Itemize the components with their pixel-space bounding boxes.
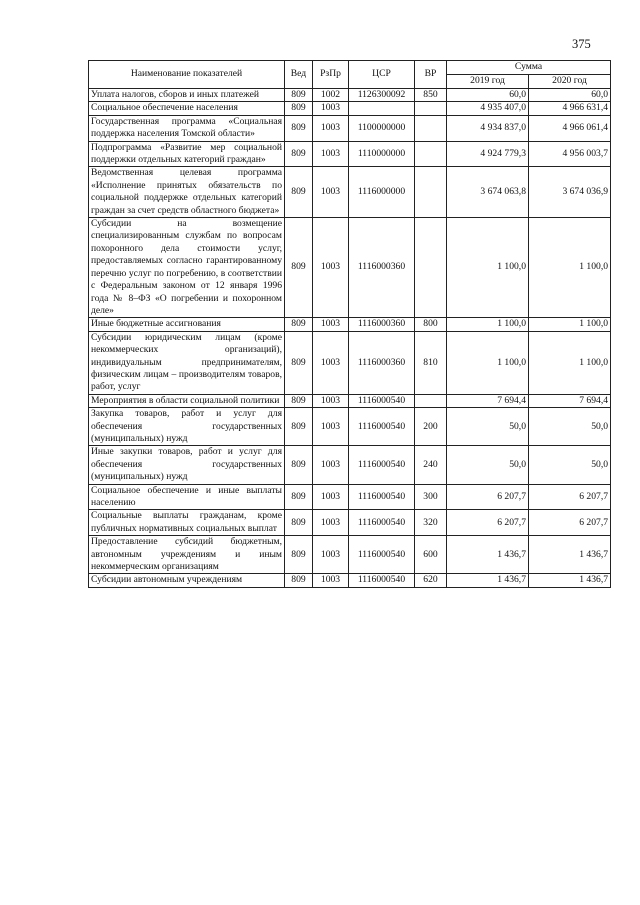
- cell-ved: 809: [285, 167, 313, 218]
- cell-ved: 809: [285, 510, 313, 536]
- cell-sum-2019: 4 934 837,0: [447, 115, 529, 141]
- cell-rzpr: 1002: [313, 89, 349, 102]
- page-number: 375: [572, 37, 591, 51]
- cell-vr: 810: [415, 331, 447, 394]
- cell-sum-2020: 1 436,7: [529, 574, 611, 587]
- cell-ved: 809: [285, 318, 313, 331]
- cell-ved: 809: [285, 446, 313, 484]
- header-sum: Сумма: [447, 61, 611, 75]
- cell-rzpr: 1003: [313, 331, 349, 394]
- cell-rzpr: 1003: [313, 394, 349, 407]
- cell-ved: 809: [285, 102, 313, 115]
- cell-ved: 809: [285, 115, 313, 141]
- cell-vr: 800: [415, 318, 447, 331]
- cell-sum-2019: 50,0: [447, 408, 529, 446]
- cell-sum-2020: 1 100,0: [529, 318, 611, 331]
- table-row: [89, 115, 611, 141]
- cell-sum-2020: 4 956 003,7: [529, 141, 611, 167]
- cell-sum-2020: 50,0: [529, 408, 611, 446]
- cell-rzpr: 1003: [313, 536, 349, 574]
- table-row: [89, 102, 611, 115]
- cell-rzpr: 1003: [313, 408, 349, 446]
- cell-csr: 1116000540: [349, 408, 415, 446]
- cell-sum-2019: 1 100,0: [447, 218, 529, 318]
- cell-vr: 240: [415, 446, 447, 484]
- header-year-2020: 2020 год: [529, 75, 611, 89]
- cell-csr: 1116000540: [349, 484, 415, 510]
- table-row: [89, 510, 611, 536]
- cell-vr: [415, 141, 447, 167]
- cell-rzpr: 1003: [313, 574, 349, 587]
- cell-vr: 300: [415, 484, 447, 510]
- header-row-top: [89, 61, 611, 75]
- cell-csr: 1116000360: [349, 331, 415, 394]
- cell-rzpr: 1003: [313, 446, 349, 484]
- cell-sum-2019: 4 924 779,3: [447, 141, 529, 167]
- table-row: [89, 318, 611, 331]
- cell-sum-2020: 1 436,7: [529, 536, 611, 574]
- cell-sum-2019: 7 694,4: [447, 394, 529, 407]
- cell-vr: [415, 167, 447, 218]
- cell-vr: 600: [415, 536, 447, 574]
- cell-vr: 320: [415, 510, 447, 536]
- cell-vr: 620: [415, 574, 447, 587]
- cell-ved: 809: [285, 331, 313, 394]
- table-row: [89, 394, 611, 407]
- cell-sum-2019: 60,0: [447, 89, 529, 102]
- cell-csr: 1116000540: [349, 574, 415, 587]
- cell-csr: 1116000540: [349, 536, 415, 574]
- cell-vr: [415, 115, 447, 141]
- cell-ved: 809: [285, 574, 313, 587]
- cell-rzpr: 1003: [313, 318, 349, 331]
- cell-ved: 809: [285, 141, 313, 167]
- cell-sum-2019: 3 674 063,8: [447, 167, 529, 218]
- table-row: [89, 536, 611, 574]
- table-row: [89, 574, 611, 587]
- cell-vr: [415, 394, 447, 407]
- cell-sum-2019: 50,0: [447, 446, 529, 484]
- cell-name: Мероприятия в области социальной политики: [89, 394, 285, 407]
- cell-name: Государственная программа «Социальная поддержка населения Томской области»: [89, 115, 285, 141]
- cell-sum-2020: 50,0: [529, 446, 611, 484]
- cell-name: Подпрограмма «Развитие мер социальной поддержки отдельных категорий граждан»: [89, 141, 285, 167]
- cell-sum-2020: 60,0: [529, 89, 611, 102]
- table-row: [89, 167, 611, 218]
- table-row: [89, 141, 611, 167]
- cell-rzpr: 1003: [313, 141, 349, 167]
- cell-rzpr: 1003: [313, 484, 349, 510]
- cell-sum-2019: 1 436,7: [447, 574, 529, 587]
- cell-csr: 1110000000: [349, 141, 415, 167]
- cell-name: Социальное обеспечение и иные выплаты населению: [89, 484, 285, 510]
- cell-ved: 809: [285, 394, 313, 407]
- cell-name: Предоставление субсидий бюджетным, автономным учреждениям и иным некоммерческим организациям: [89, 536, 285, 574]
- cell-sum-2020: 1 100,0: [529, 331, 611, 394]
- cell-sum-2019: 1 100,0: [447, 318, 529, 331]
- cell-sum-2019: 6 207,7: [447, 510, 529, 536]
- cell-csr: 1116000000: [349, 167, 415, 218]
- header-name: Наименование показателей: [89, 61, 285, 89]
- cell-name: Иные закупки товаров, работ и услуг для обеспечения государственных (муниципальных) нужд: [89, 446, 285, 484]
- table-row: [89, 331, 611, 394]
- table-row: [89, 446, 611, 484]
- cell-csr: 1116000360: [349, 318, 415, 331]
- cell-vr: 850: [415, 89, 447, 102]
- cell-ved: 809: [285, 484, 313, 510]
- budget-table: [88, 60, 611, 588]
- cell-sum-2020: 6 207,7: [529, 484, 611, 510]
- cell-vr: [415, 102, 447, 115]
- table-row: [89, 89, 611, 102]
- cell-sum-2020: 7 694,4: [529, 394, 611, 407]
- table-row: [89, 218, 611, 318]
- header-vr: ВР: [415, 61, 447, 89]
- cell-ved: 809: [285, 218, 313, 318]
- cell-ved: 809: [285, 89, 313, 102]
- cell-csr: 1116000360: [349, 218, 415, 318]
- cell-rzpr: 1003: [313, 115, 349, 141]
- cell-name: Ведомственная целевая программа «Исполнение принятых обязательств по социальной поддержке отдельных категорий граждан за счет средств областного бюджета»: [89, 167, 285, 218]
- cell-csr: 1116000540: [349, 446, 415, 484]
- cell-sum-2020: 1 100,0: [529, 218, 611, 318]
- cell-name: Субсидии юридическим лицам (кроме некоммерческих организаций), индивидуальным предпринимателям, физическим лицам – производителям товаров, работ, услуг: [89, 331, 285, 394]
- header-csr: ЦСР: [349, 61, 415, 89]
- cell-name: Социальные выплаты гражданам, кроме публичных нормативных социальных выплат: [89, 510, 285, 536]
- cell-name: Субсидии на возмещение специализированным службам по вопросам похоронного дела стоимости услуг, предоставляемых согласно гарантированному перечню услуг по погребению, в соответствии с Федеральным законом от 12 января 1996 года № 8–ФЗ «О погребении и похоронном деле»: [89, 218, 285, 318]
- cell-name: Закупка товаров, работ и услуг для обеспечения государственных (муниципальных) нужд: [89, 408, 285, 446]
- cell-name: Субсидии автономным учреждениям: [89, 574, 285, 587]
- cell-name: Иные бюджетные ассигнования: [89, 318, 285, 331]
- cell-rzpr: 1003: [313, 510, 349, 536]
- cell-name: Уплата налогов, сборов и иных платежей: [89, 89, 285, 102]
- cell-sum-2020: 4 966 061,4: [529, 115, 611, 141]
- header-ved: Вед: [285, 61, 313, 89]
- cell-sum-2020: 4 966 631,4: [529, 102, 611, 115]
- header-rzpr: РзПр: [313, 61, 349, 89]
- cell-name: Социальное обеспечение населения: [89, 102, 285, 115]
- cell-csr: 1116000540: [349, 394, 415, 407]
- cell-rzpr: 1003: [313, 218, 349, 318]
- cell-sum-2019: 1 100,0: [447, 331, 529, 394]
- cell-ved: 809: [285, 408, 313, 446]
- cell-csr: 1116000540: [349, 510, 415, 536]
- cell-rzpr: 1003: [313, 167, 349, 218]
- cell-sum-2020: 6 207,7: [529, 510, 611, 536]
- cell-csr: 1126300092: [349, 89, 415, 102]
- cell-sum-2019: 4 935 407,0: [447, 102, 529, 115]
- table-row: [89, 408, 611, 446]
- cell-vr: 200: [415, 408, 447, 446]
- cell-rzpr: 1003: [313, 102, 349, 115]
- cell-sum-2019: 1 436,7: [447, 536, 529, 574]
- table-body: [89, 89, 611, 588]
- header-year-2019: 2019 год: [447, 75, 529, 89]
- cell-sum-2020: 3 674 036,9: [529, 167, 611, 218]
- cell-sum-2019: 6 207,7: [447, 484, 529, 510]
- table-row: [89, 484, 611, 510]
- cell-csr: [349, 102, 415, 115]
- cell-csr: 1100000000: [349, 115, 415, 141]
- cell-ved: 809: [285, 536, 313, 574]
- cell-vr: [415, 218, 447, 318]
